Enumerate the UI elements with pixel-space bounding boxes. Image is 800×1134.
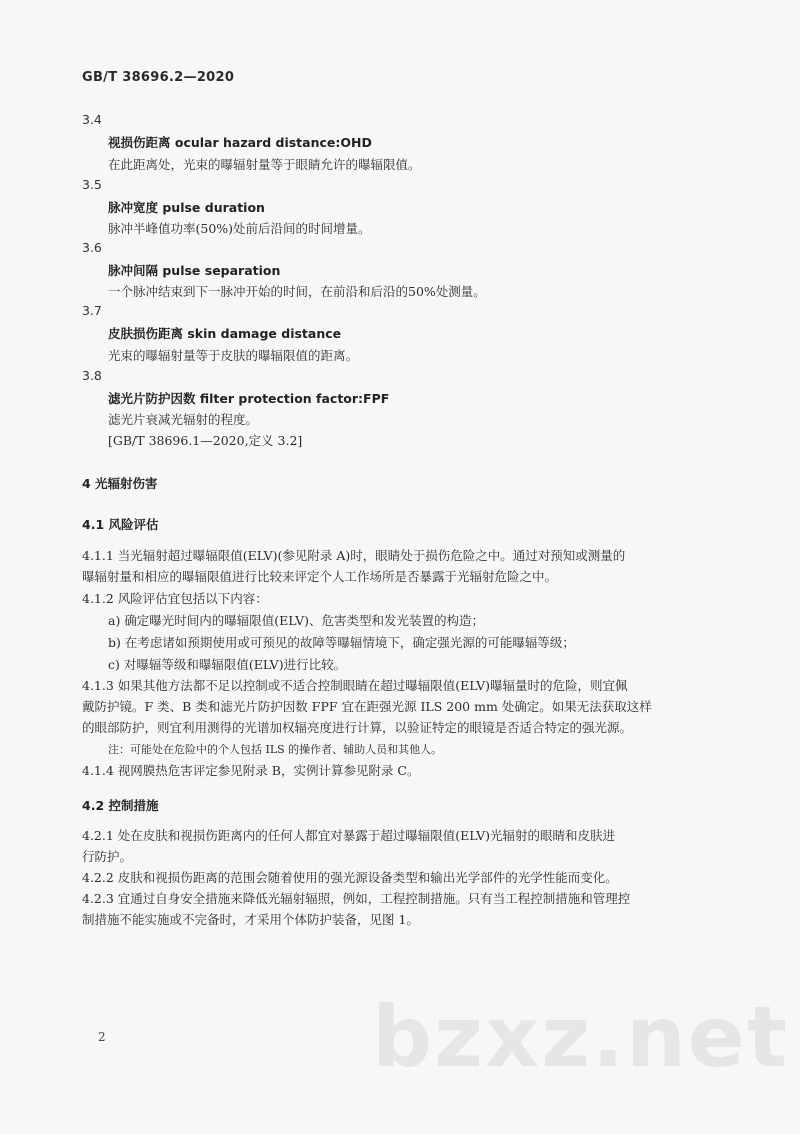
term-title: 视损伤距离 ocular hazard distance:OHD — [108, 135, 372, 150]
paragraph-4-1-3: 4.1.3 如果其他方法都不足以控制或不适合控制眼睛在超过曝辐限值(ELV)曝辐量时的危险，则宜佩 — [82, 678, 628, 693]
watermark: bzxz.net — [372, 988, 789, 1086]
clause-number: 3.5 — [82, 177, 102, 192]
subsection-heading: 4.2 控制措施 — [82, 798, 159, 813]
term-definition: 滤光片衰减光辐射的程度。 — [108, 412, 259, 427]
term-title: 脉冲间隔 pulse separation — [108, 263, 281, 278]
term-title: 皮肤损伤距离 skin damage distance — [108, 326, 342, 341]
section-heading: 4 光辐射伤害 — [82, 476, 158, 491]
page-number: 2 — [98, 1030, 106, 1044]
note: 注：可能处在危险中的个人包括 ILS 的操作者、辅助人员和其他人。 — [108, 743, 443, 756]
paragraph-4-1-4: 4.1.4 视网膜热危害评定参见附录 B，实例计算参见附录 C。 — [82, 763, 420, 778]
paragraph-4-2-1: 4.2.1 处在皮肤和视损伤距离内的任何人都宜对暴露于超过曝辐限值(ELV)光辐射的眼睛和皮肤进 — [82, 828, 616, 843]
paragraph-4-2-3: 4.2.3 宜通过自身安全措施来降低光辐射辐照，例如，工程控制措施。只有当工程控制措施和管理控 — [82, 891, 631, 906]
paragraph-4-2-3-cont: 制措施不能实施或不完备时，才采用个体防护装备，见图 1。 — [82, 912, 419, 927]
paragraph-4-2-1-cont: 行防护。 — [82, 849, 133, 864]
paragraph-4-2-2: 4.2.2 皮肤和视损伤距离的范围会随着使用的强光源设备类型和输出光学部件的光学性能而变化。 — [82, 870, 618, 885]
list-item: a) 确定曝光时间内的曝辐限值(ELV)、危害类型和发光装置的构造； — [108, 613, 485, 628]
subsection-heading: 4.1 风险评估 — [82, 517, 159, 532]
clause-number: 3.4 — [82, 112, 102, 127]
term-definition: 光束的曝辐射量等于皮肤的曝辐限值的距离。 — [108, 348, 359, 363]
paragraph-4-1-3-cont: 戴防护镜。F 类、B 类和滤光片防护因数 FPF 宜在距强光源 ILS 200 mm 处确定。如果无法获取这样 — [82, 699, 652, 714]
term-title: 脉冲宽度 pulse duration — [108, 200, 265, 215]
term-title: 滤光片防护因数 filter protection factor:FPF — [108, 391, 390, 406]
term-definition: 在此距离处，光束的曝辐射量等于眼睛允许的曝辐限值。 — [108, 157, 421, 172]
paragraph-4-1-1-cont: 曝辐射量和相应的曝辐限值进行比较来评定个人工作场所是否暴露于光辐射危险之中。 — [82, 569, 558, 584]
paragraph-4-1-2: 4.1.2 风险评估宜包括以下内容： — [82, 591, 268, 606]
standard-header: GB/T 38696.2—2020 — [82, 70, 235, 85]
clause-number: 3.7 — [82, 303, 102, 318]
term-definition: 脉冲半峰值功率(50%)处前后沿间的时间增量。 — [108, 221, 371, 236]
list-item: c) 对曝辐等级和曝辐限值(ELV)进行比较。 — [108, 657, 347, 672]
clause-number: 3.8 — [82, 368, 102, 383]
term-definition: 一个脉冲结束到下一脉冲开始的时间，在前沿和后沿的50%处测量。 — [108, 284, 486, 299]
term-reference: [GB/T 38696.1—2020,定义 3.2] — [108, 433, 303, 448]
paragraph-4-1-1: 4.1.1 当光辐射超过曝辐限值(ELV)(参见附录 A)时，眼睛处于损伤危险之中。通过对预知或测量的 — [82, 548, 626, 563]
clause-number: 3.6 — [82, 240, 102, 255]
list-item: b) 在考虑诸如预期使用或可预见的故障等曝辐情境下，确定强光源的可能曝辐等级； — [108, 635, 575, 650]
paragraph-4-1-3-cont: 的眼部防护，则宜利用测得的光谱加权辐亮度进行计算，以验证特定的眼镜是否适合特定的强光源。 — [82, 720, 633, 735]
